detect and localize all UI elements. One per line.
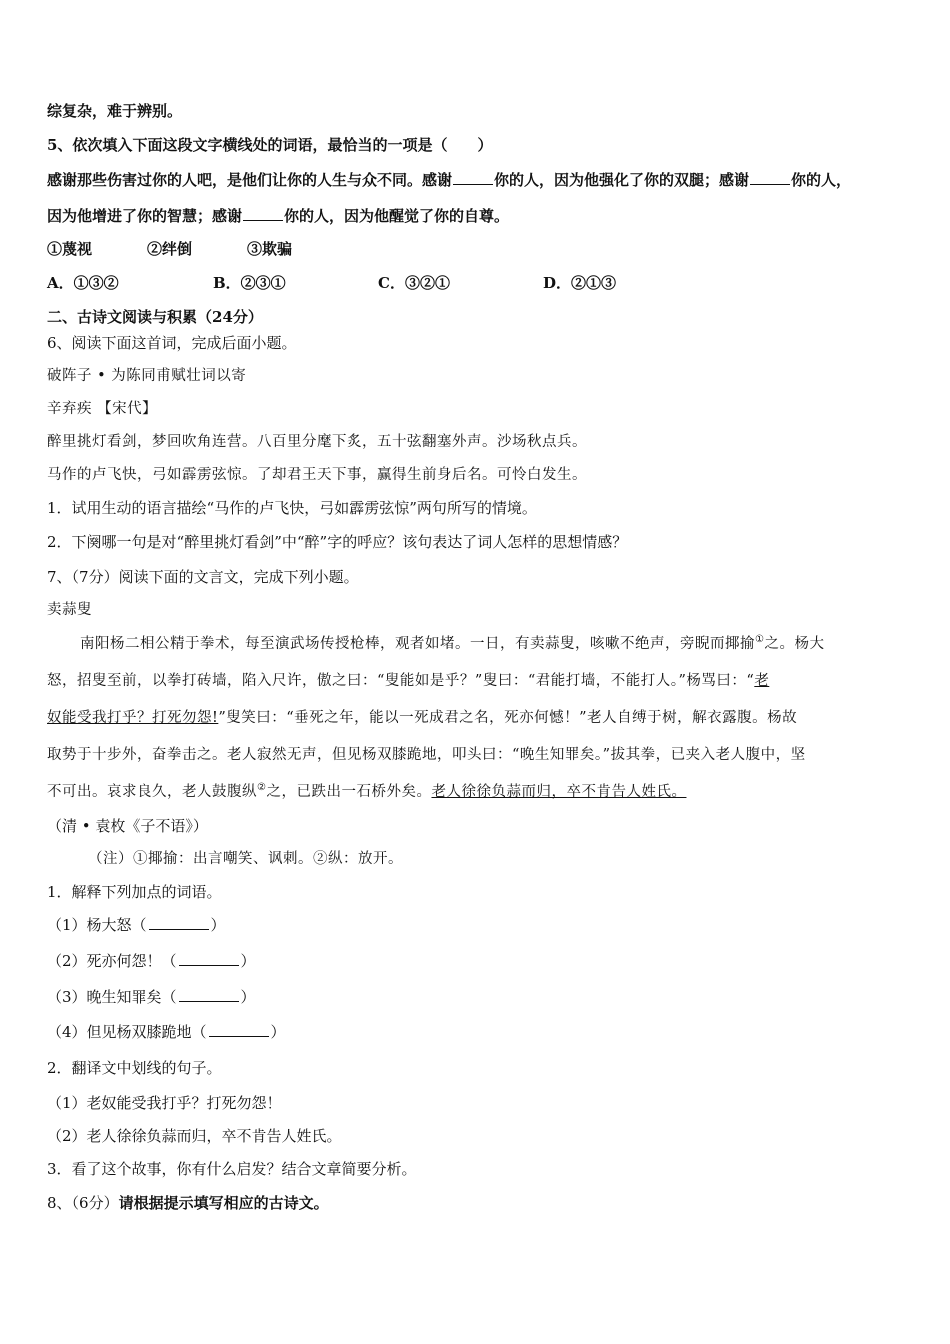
q7-p3: ”叟笑曰：“垂死之年，能以一死成君之名，死亦何憾！”老人自缚于树，解衣露腹。杨故 (218, 710, 798, 726)
q7-sub2: 2．翻译文中划线的句子。 (47, 1059, 222, 1077)
q7-p2: 怒，招叟至前，以拳打砖墙，陷入尺许，傲之曰：“叟能如是乎？”叟曰：“君能打墙，不能打人。”杨骂曰：“ (47, 673, 755, 689)
q5-word-1: ①蔑视 (47, 240, 93, 258)
q6-title: 6、阅读下面这首词，完成后面小题。 (47, 334, 297, 352)
q6-poem-line2: 马作的卢飞快，弓如霹雳弦惊。了却君王天下事，赢得生前身后名。可怜白发生。 (47, 467, 587, 483)
q7-sub1-item3-label: （3）晚生知罪矣（ (47, 988, 177, 1006)
close-paren: ） (210, 916, 226, 934)
answer-blank-3[interactable] (179, 986, 239, 1002)
q7-text-title: 卖蒜叟 (47, 602, 92, 618)
q5-option-a[interactable]: A．①③② (47, 274, 119, 292)
q7-para-line4: 取势于十步外，奋拳击之。老人寂然无声，但见杨双膝跪地，叩头曰：“晚生知罪矣。”拔其拳，已夹入老人腹中，坚 (47, 747, 806, 763)
q5-text-d: 因为他增进了你的智慧；感谢 (47, 207, 243, 225)
q7-p5-mid: 之，已跌出一石桥外矣。 (266, 784, 432, 800)
close-paren: ） (270, 1023, 286, 1041)
q7-p1-end: 之。杨大 (764, 636, 825, 652)
q6-poem-title: 破阵子 • 为陈同甫赋壮词以寄 (47, 368, 247, 384)
q7-sub1-item2 (47, 950, 256, 972)
q7-sub1: 1．解释下列加点的词语。 (47, 883, 222, 901)
close-paren: ） (240, 988, 256, 1006)
q6-sub2: 2．下阕哪一句是对“醉里挑灯看剑”中“醉”字的呼应？该句表达了词人怎样的思想情感？ (47, 533, 628, 551)
q7-note-ref-2: ② (257, 782, 267, 794)
q7-notes: （注）①揶揄：出言嘲笑、讽刺。②纵：放开。 (88, 851, 403, 867)
q8-prefix: 8、（6分） (47, 1194, 119, 1212)
q5-title: 5、依次填入下面这段文字横线处的词语，最恰当的一项是（ ） (47, 136, 493, 154)
answer-blank-4[interactable] (209, 1021, 269, 1037)
q6-poem-line1: 醉里挑灯看剑，梦回吹角连营。八百里分麾下炙，五十弦翻塞外声。沙场秋点兵。 (47, 434, 587, 450)
q7-p5-underlined: 老人徐徐负蒜而归，卒不肯告人姓氏。 (431, 784, 687, 800)
q5-option-c[interactable]: C．③②① (378, 274, 450, 292)
q5-option-d[interactable]: D．②①③ (543, 274, 617, 292)
q5-words (47, 238, 292, 260)
q7-p3-underlined: 奴能受我打乎？打死勿怨! (47, 710, 219, 726)
q7-para-line3 (47, 707, 797, 729)
q7-p2-underlined: 老 (754, 673, 770, 689)
q5-blank-1 (453, 168, 493, 185)
q7-sub1-item2-label: （2）死亦何怨！（ (47, 952, 177, 970)
q7-sub1-item3 (47, 986, 256, 1008)
section2-title: 二、古诗文阅读与积累（24分） (47, 308, 263, 326)
q7-para-line5 (47, 781, 686, 803)
q6-sub1: 1．试用生动的语言描绘“马作的卢飞快，弓如霹雳弦惊”两句所写的情境。 (47, 499, 537, 517)
q7-para-line1 (80, 633, 824, 655)
q5-text-a: 感谢那些伤害过你的人吧，是他们让你的人生与众不同。感谢 (47, 171, 453, 189)
q7-sub2-item1: （1）老奴能受我打乎？打死勿怨！ (47, 1094, 282, 1112)
q5-text-c: 你的人， (791, 171, 852, 189)
q5-text-line2 (47, 204, 509, 227)
q7-para-line2 (47, 670, 769, 692)
q7-sub1-item1-label: （1）杨大怒（ (47, 916, 147, 934)
q7-source: （清 • 袁枚《子不语》） (47, 817, 208, 835)
answer-blank-1[interactable] (149, 914, 209, 930)
q8-line (47, 1192, 329, 1214)
q7-sub3: 3．看了这个故事，你有什么启发？结合文章简要分析。 (47, 1160, 417, 1178)
q7-sub2-item2: （2）老人徐徐负蒜而归，卒不肯告人姓氏。 (47, 1127, 342, 1145)
q5-word-3: ③欺骗 (247, 240, 293, 258)
q5-text-e: 你的人，因为他醒觉了你的自尊。 (284, 207, 510, 225)
q7-note-ref-1: ① (755, 634, 765, 646)
q7-sub1-item1 (47, 914, 226, 936)
q7-sub1-item4 (47, 1021, 286, 1043)
q5-options (47, 272, 616, 294)
answer-blank-2[interactable] (179, 950, 239, 966)
q7-sub1-item4-label: （4）但见杨双膝跪地（ (47, 1023, 207, 1041)
close-paren: ） (240, 952, 256, 970)
q5-option-b[interactable]: B．②③① (213, 274, 286, 292)
q5-text-b: 你的人，因为他强化了你的双腿；感谢 (494, 171, 750, 189)
q5-blank-2 (750, 168, 790, 185)
q5-blank-3 (243, 204, 283, 221)
q5-text-line1 (47, 168, 851, 191)
q7-p1: 南阳杨二相公精于拳术，每至演武场传授枪棒，观者如堵。一日，有卖蒜叟，咳嗽不绝声，旁睨而揶揄 (80, 636, 755, 652)
q4-tail: 综复杂，难于辨别。 (47, 102, 183, 120)
q7-title: 7、（7分）阅读下面的文言文，完成下列小题。 (47, 568, 359, 586)
q7-p5: 不可出。哀求良久，老人鼓腹纵 (47, 784, 257, 800)
q8-title: 请根据提示填写相应的古诗文。 (118, 1194, 329, 1212)
q5-word-2: ②绊倒 (147, 240, 193, 258)
q6-author: 辛弃疾 【宋代】 (47, 401, 158, 417)
